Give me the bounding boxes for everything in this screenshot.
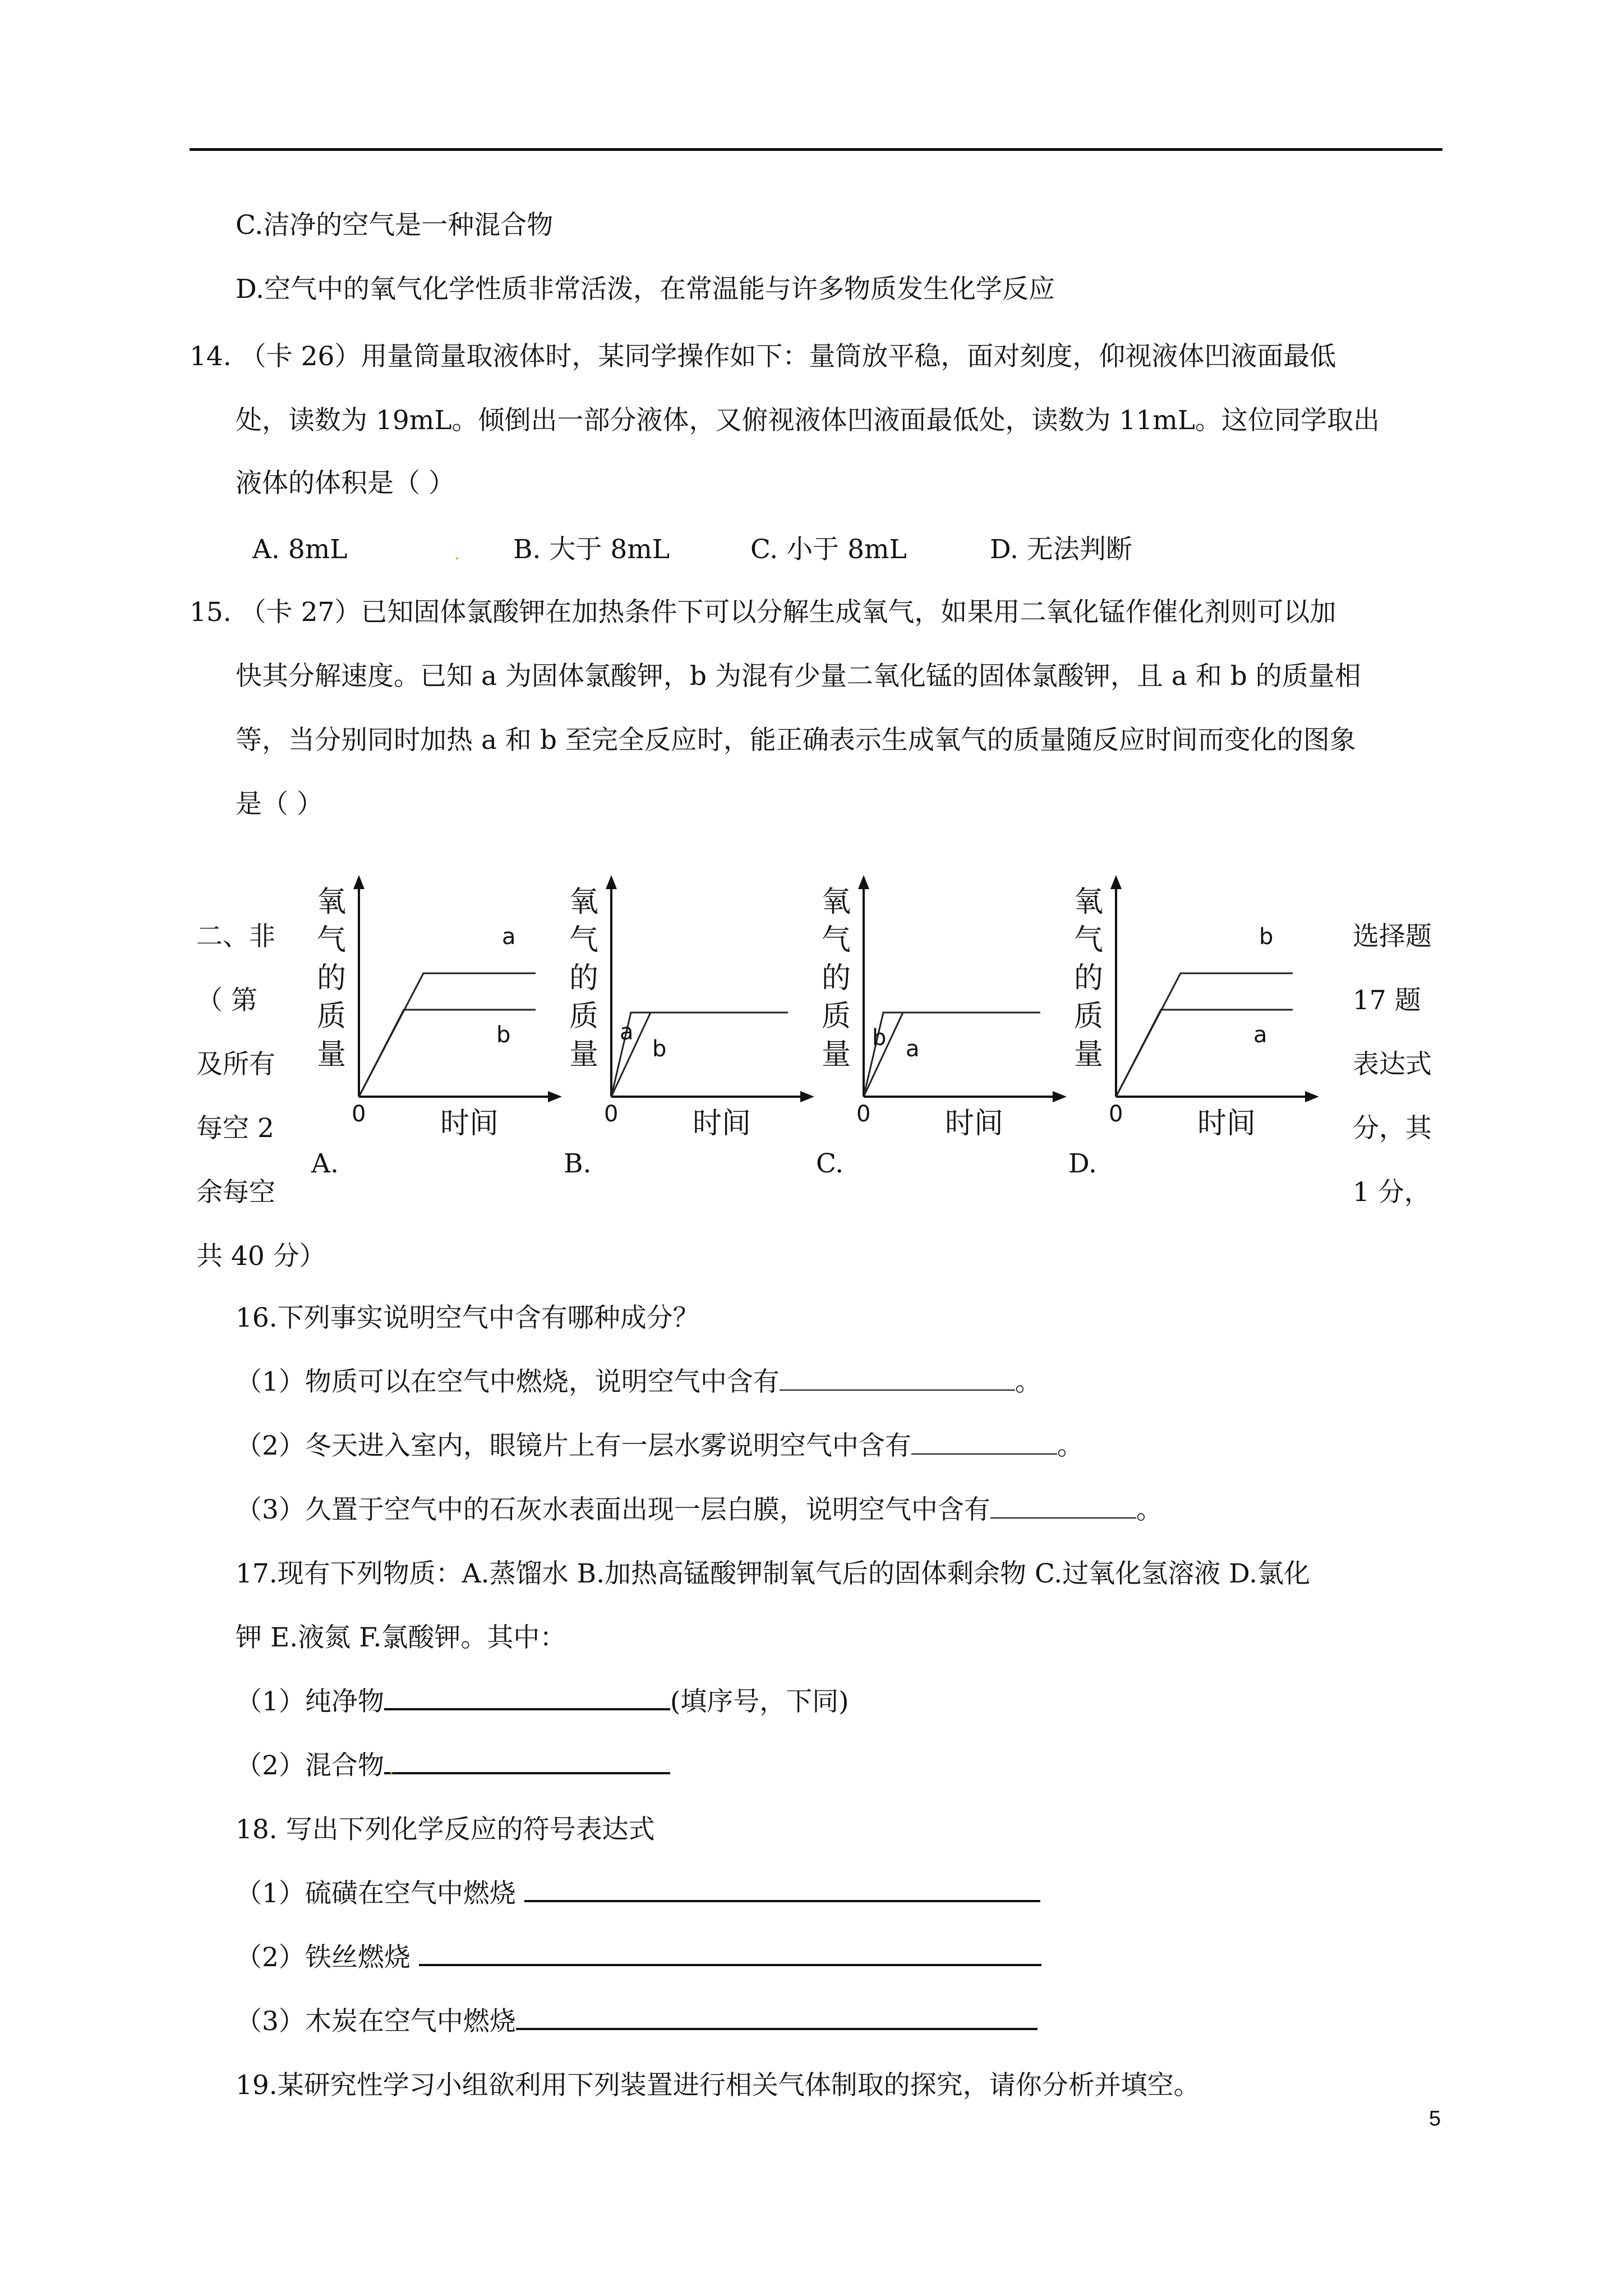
section-left-6: 共 40 分） xyxy=(196,1241,326,1272)
q14-line-3: 液体的体积是（ ） xyxy=(236,468,455,499)
y-axis-label-char: 质 xyxy=(822,1000,851,1033)
q17-decor-dot: . xyxy=(388,1759,394,1778)
series-label-b: b xyxy=(872,1025,887,1051)
y-axis-label-char: 量 xyxy=(317,1038,347,1071)
origin-label: 0 xyxy=(856,1101,871,1127)
section-right-3: 表达式 xyxy=(1353,1049,1432,1080)
x-axis-arrow xyxy=(800,1091,814,1102)
section-left-5: 余每空 xyxy=(196,1177,275,1208)
section-right-1: 选择题 xyxy=(1353,921,1432,952)
y-axis-label-char: 质 xyxy=(1074,1000,1104,1033)
section-left-1: 二、非 xyxy=(196,921,275,952)
q17-blank-1[interactable] xyxy=(384,1686,670,1710)
q16-item-3-end: 。 xyxy=(1136,1494,1163,1525)
q16-item-3-text: （3）久置于空气中的石灰水表面出现一层白膜，说明空气中含有 xyxy=(236,1494,990,1525)
q16-item-2-text: （2）冬天进入室内，眼镜片上有一层水雾说明空气中含有 xyxy=(236,1430,911,1461)
series-label-b: b xyxy=(496,1022,511,1048)
y-axis-label-char: 氧 xyxy=(569,885,599,919)
q16-title: 16.下列事实说明空气中含有哪种成分？ xyxy=(236,1303,699,1333)
section-left-3: 及所有 xyxy=(196,1049,275,1080)
q18-blank-1[interactable] xyxy=(524,1878,1040,1902)
y-axis-label-char: 质 xyxy=(317,1000,347,1033)
q17-line-1: 17.现有下列物质：A.蒸馏水 B.加热高锰酸钾制氧气后的固体剩余物 C.过氧化氢溶液 D.氯化 xyxy=(236,1558,1311,1589)
q17-line-2: 钾 E.液氮 F.氯酸钾。其中： xyxy=(236,1622,566,1653)
q17-item-1-note: (填序号，下同) xyxy=(670,1686,849,1717)
y-axis-label-char: 的 xyxy=(822,961,851,995)
graph-c xyxy=(816,872,1068,1186)
q15-line-4: 是（ ） xyxy=(236,789,323,820)
q18-item-3 xyxy=(236,2005,1038,2039)
graph-axes xyxy=(564,872,816,1125)
q17-item-1-text: （1）纯净物 xyxy=(236,1686,384,1717)
q14-option-d: D. 无法判断 xyxy=(990,534,1132,565)
q16-blank-1[interactable] xyxy=(780,1367,1015,1391)
section-left-4: 每空 2 xyxy=(196,1113,274,1144)
graph-a xyxy=(311,872,564,1186)
y-axis-label-char: 的 xyxy=(1074,961,1104,995)
x-axis-arrow xyxy=(548,1091,562,1102)
section-left-2: （ 第 xyxy=(196,985,257,1016)
q18-item-1 xyxy=(236,1877,1040,1911)
series-label-a: a xyxy=(620,1019,634,1045)
q18-item-3-text: （3）木炭在空气中燃烧 xyxy=(236,2006,516,2037)
x-axis-arrow xyxy=(1053,1091,1067,1102)
graph-b xyxy=(564,872,816,1186)
y-axis-label-char: 量 xyxy=(1074,1038,1104,1071)
q14-option-b: B. 大于 8mL xyxy=(513,534,670,565)
q15-line-1: 15. （卡 27）已知固体氯酸钾在加热条件下可以分解生成氧气，如果用二氧化锰作催化剂则可以加 xyxy=(190,597,1336,628)
y-axis-label-char: 质 xyxy=(569,1000,599,1033)
q18-title: 18. 写出下列化学反应的符号表达式 xyxy=(236,1814,655,1845)
y-axis-label-char: 气 xyxy=(317,923,347,957)
series-label-b: b xyxy=(1259,924,1274,950)
q16-item-1-end: 。 xyxy=(1015,1366,1041,1397)
series-label-a: a xyxy=(1253,1022,1267,1048)
y-axis-arrow xyxy=(858,875,869,889)
q17-item-1 xyxy=(236,1685,849,1719)
q15-line-2: 快其分解速度。已知 a 为固体氯酸钾，b 为混有少量二氧化锰的固体氯酸钾，且 a 和 b 的质量相 xyxy=(236,661,1361,692)
q16-item-1 xyxy=(236,1365,1041,1399)
q17-item-2 xyxy=(236,1749,670,1783)
series-line-lower xyxy=(864,1013,1040,1097)
q14-decor-dot: . xyxy=(454,544,460,564)
origin-label: 0 xyxy=(352,1101,366,1127)
series-label-a: a xyxy=(906,1036,920,1062)
series-line-lower xyxy=(611,1013,788,1097)
y-axis-arrow xyxy=(606,875,617,889)
q13-option-d: D.空气中的氧气化学性质非常活泼，在常温能与许多物质发生化学反应 xyxy=(236,274,1055,305)
q19-title: 19.某研究性学习小组欲利用下列装置进行相关气体制取的探究，请你分析并填空。 xyxy=(236,2070,1200,2101)
x-axis-arrow xyxy=(1305,1091,1319,1102)
q17-item-2-text: （2）混合物 xyxy=(236,1750,384,1781)
q14-line-2: 处，读数为 19mL。倾倒出一部分液体，又俯视液体凹液面最低处，读数为 11mL。这位同学取出 xyxy=(236,405,1380,436)
q16-item-1-text: （1）物质可以在空气中燃烧，说明空气中含有 xyxy=(236,1366,780,1397)
q18-item-1-text: （1）硫磺在空气中燃烧 xyxy=(236,1878,524,1909)
graph-option-label: A. xyxy=(311,1148,339,1179)
section-right-5: 1 分， xyxy=(1353,1177,1431,1208)
y-axis-label-char: 量 xyxy=(569,1038,599,1071)
graph-option-label: D. xyxy=(1068,1148,1097,1179)
graph-axes xyxy=(311,872,564,1125)
page-number: 5 xyxy=(1429,2107,1441,2131)
graph-axes xyxy=(816,872,1068,1125)
origin-label: 0 xyxy=(604,1101,619,1127)
q18-item-2-text: （2）铁丝燃烧 xyxy=(236,1942,419,1973)
header-rule xyxy=(190,148,1442,151)
x-axis-label: 时间 xyxy=(440,1107,499,1140)
q17-blank-2[interactable] xyxy=(384,1750,670,1778)
q16-item-2 xyxy=(236,1429,1083,1463)
y-axis-label-char: 气 xyxy=(822,923,851,957)
q18-item-2 xyxy=(236,1941,1041,1975)
q18-blank-2[interactable] xyxy=(419,1941,1041,1966)
q16-item-2-end: 。 xyxy=(1057,1430,1083,1461)
graph-d xyxy=(1068,872,1321,1186)
section-right-4: 分，其 xyxy=(1353,1113,1432,1144)
x-axis-label: 时间 xyxy=(1197,1107,1256,1140)
x-axis-label: 时间 xyxy=(945,1107,1004,1140)
q18-blank-3[interactable] xyxy=(516,2005,1038,2030)
y-axis-label-char: 气 xyxy=(569,923,599,957)
y-axis-label-char: 量 xyxy=(822,1038,851,1071)
graph-option-label: C. xyxy=(816,1148,844,1179)
x-axis-label: 时间 xyxy=(693,1107,751,1140)
y-axis-arrow xyxy=(353,875,365,889)
q15-line-3: 等，当分别同时加热 a 和 b 至完全反应时，能正确表示生成氧气的质量随反应时间而变化的图象 xyxy=(236,725,1356,756)
series-label-b: b xyxy=(652,1036,667,1062)
y-axis-label-char: 氧 xyxy=(317,885,347,919)
q14-option-a: A. 8mL xyxy=(252,534,348,565)
q13-option-c: C.洁净的空气是一种混合物 xyxy=(236,210,554,241)
series-label-a: a xyxy=(502,924,516,950)
q14-option-c: C. 小于 8mL xyxy=(750,534,907,565)
y-axis-label-char: 的 xyxy=(317,961,347,995)
y-axis-arrow xyxy=(1110,875,1122,889)
y-axis-label-char: 氧 xyxy=(1074,885,1104,919)
q16-blank-2[interactable] xyxy=(911,1431,1057,1455)
series-line-upper xyxy=(611,1013,788,1097)
graph-axes xyxy=(1068,872,1321,1125)
y-axis-label-char: 气 xyxy=(1074,923,1104,957)
q16-item-3 xyxy=(236,1493,1163,1527)
q16-blank-3[interactable] xyxy=(990,1495,1136,1519)
section-right-2: 17 题 xyxy=(1353,985,1421,1016)
y-axis-label-char: 氧 xyxy=(822,885,851,919)
series-line-upper xyxy=(864,1013,1040,1097)
y-axis-label-char: 的 xyxy=(569,961,599,995)
origin-label: 0 xyxy=(1109,1101,1123,1127)
graph-option-label: B. xyxy=(564,1148,592,1179)
q14-line-1: 14. （卡 26）用量筒量取液体时，某同学操作如下：量筒放平稳，面对刻度，仰视液体凹液面最低 xyxy=(190,341,1336,372)
